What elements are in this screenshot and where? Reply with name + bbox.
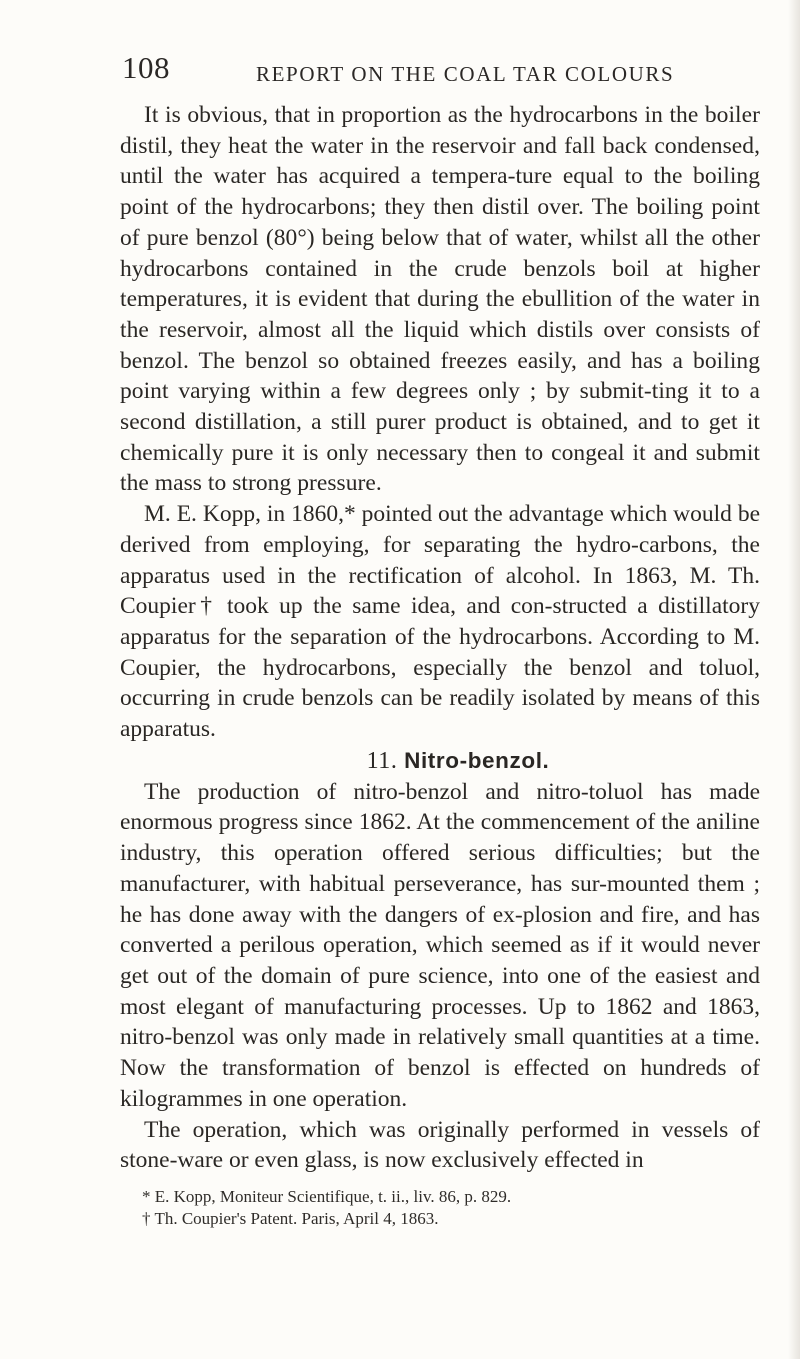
footnotes xyxy=(142,1186,752,1230)
section-number: 11. xyxy=(366,747,398,774)
footnote-coupier: † Th. Coupier's Patent. Paris, April 4, 1863. xyxy=(142,1209,439,1228)
running-head: REPORT ON THE COAL TAR COLOURS xyxy=(256,62,675,86)
body-text xyxy=(120,100,760,1176)
paragraph-nitrobenzol-production: The production of nitro-benzol and nitro-toluol has made enormous progress since 1862. At the commencement of the aniline industry, this operation offered serious difficulties; but the manufacturer, with habitual perseverance, has sur-mounted them ; he has done away with the dangers of ex-plosion and fire, and has converted a perilous operation, which seemed as if it would never get out of the domain of pure science, into one of the easiest and most elegant of manufacturing processes. Up to 1862 and 1863, nitro-benzol was only made in relatively small quantities at a time. Now the transformation of benzol is effected on hundreds of kilogrammes in one operation. xyxy=(120,778,760,1112)
section-title: Nitro-benzol. xyxy=(404,747,550,773)
paragraph-operation-vessels: The operation, which was originally performed in vessels of stone-ware or even glass, is now exclusively effected in xyxy=(120,1116,760,1174)
page-number: 108 xyxy=(122,50,170,85)
section-heading xyxy=(120,745,760,777)
paragraph-boiling-benzol: It is obvious, that in proportion as the hydrocarbons in the boiler distil, they heat the water in the reservoir and fall back condensed, until the water has acquired a tempera-ture equal to the boiling point of the hydrocarbons; they then distil over. The boiling point of pure benzol (80°) being below that of water, whilst all the other hydrocarbons contained in the crude benzols boil at higher temperatures, it is evident that during the ebullition of the water in the reservoir, almost all the liquid which distils over consists of benzol. The benzol so obtained freezes easily, and has a boiling point varying within a few degrees only ; by submit-ting it to a second distillation, a still purer product is obtained, and to get it chemically pure it is only necessary then to congeal it and submit the mass to strong pressure. xyxy=(120,102,760,497)
paragraph-kopp-coupier: M. E. Kopp, in 1860,* pointed out the advantage which would be derived from employing, for separating the hydro-carbons, the apparatus used in the rectification of alcohol. In 1863, M. Th. Coupier† took up the same idea, and con-structed a distillatory apparatus for the separation of the hydrocarbons. According to M. Coupier, the hydrocarbons, especially the benzol and toluol, occurring in crude benzols can be readily isolated by means of this apparatus. xyxy=(120,501,760,743)
page-edge-shadow xyxy=(788,0,800,1359)
footnote-kopp: * E. Kopp, Moniteur Scientifique, t. ii., liv. 86, p. 829. xyxy=(142,1187,512,1206)
